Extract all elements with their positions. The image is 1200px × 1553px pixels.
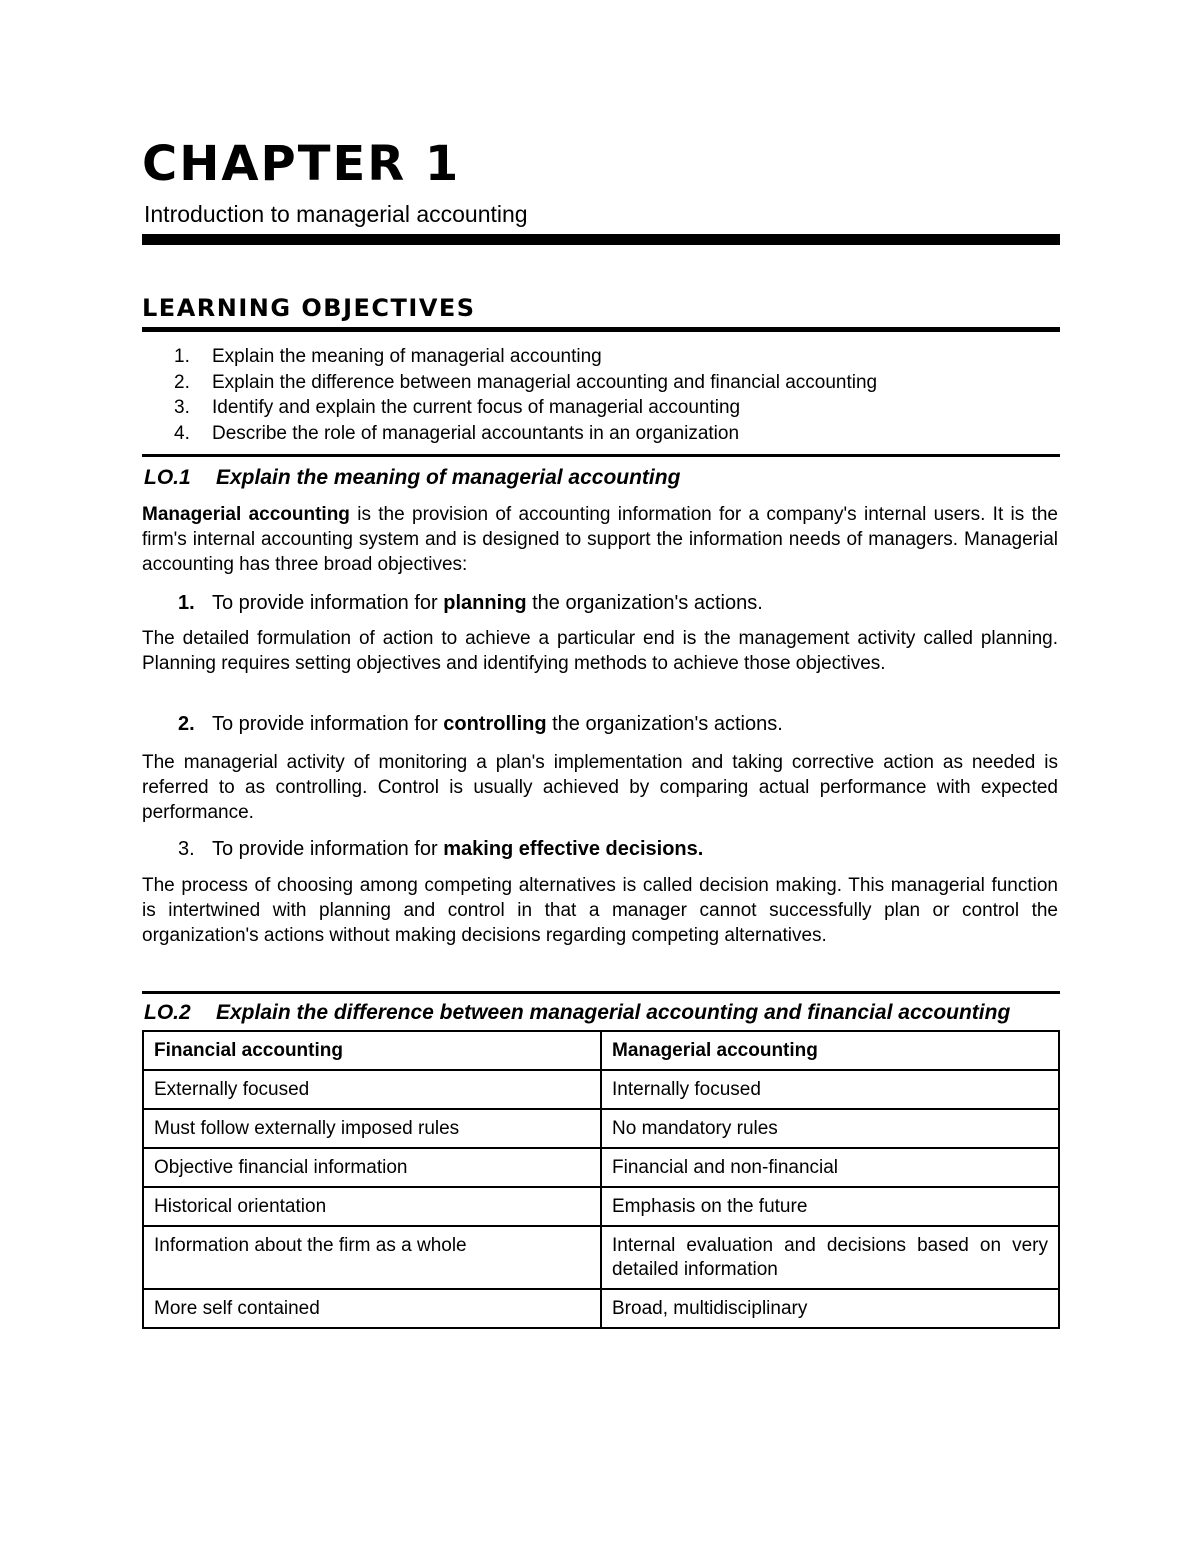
lo2-heading xyxy=(144,1000,1010,1026)
table-cell: Internally focused xyxy=(601,1070,1059,1109)
objective-planning-suffix: the organization's actions. xyxy=(526,592,763,614)
chapter-title: CHAPTER 1 xyxy=(142,136,461,192)
table-cell: Emphasis on the future xyxy=(601,1187,1059,1226)
learning-objective-item xyxy=(142,370,877,396)
table-header-row xyxy=(143,1031,1059,1070)
table-row xyxy=(143,1187,1059,1226)
lo2-title: Explain the difference between managerial accounting and financial accounting xyxy=(216,1001,1011,1024)
table-cell: Financial and non-financial xyxy=(601,1148,1059,1187)
learning-objective-item xyxy=(142,344,877,370)
decisions-description: The process of choosing among competing alternatives is called decision making. This managerial function is intertwined with planning and control in that a manager cannot successfully plan or control the organization's actions without making decisions regarding competing alternatives. xyxy=(142,875,1058,946)
objective-controlling-number: 2. xyxy=(178,713,195,735)
table-cell: Broad, multidisciplinary xyxy=(601,1289,1059,1328)
table-cell: More self contained xyxy=(143,1289,601,1328)
lo1-intro-text: is the provision of accounting information for a company's internal users. It is the firm's internal accounting system and is designed to support the information needs of managers. Managerial accounting has three broad objectives: xyxy=(142,504,1058,575)
objective-text: Explain the meaning of managerial accounting xyxy=(212,346,602,367)
lo2-label: LO.2 xyxy=(144,1001,191,1024)
objective-controlling-keyword: controlling xyxy=(443,713,547,735)
managerial-accounting-term: Managerial accounting xyxy=(142,504,350,525)
table-row xyxy=(143,1289,1059,1328)
objective-planning xyxy=(178,590,763,616)
controlling-description: The managerial activity of monitoring a plan's implementation and taking corrective action as needed is referred to as controlling. Control is usually achieved by comparing actual performance with expected performance. xyxy=(142,752,1058,823)
objective-planning-keyword: planning xyxy=(443,592,527,614)
lo1-title: Explain the meaning of managerial accounting xyxy=(216,466,681,489)
table-cell: Externally focused xyxy=(143,1070,601,1109)
objective-number: 4. xyxy=(174,422,190,444)
table-row xyxy=(143,1148,1059,1187)
objective-decisions-prefix: To provide information for xyxy=(212,838,444,860)
objective-decisions-keyword: making effective decisions. xyxy=(443,838,704,860)
objective-text: Describe the role of managerial accountants in an organization xyxy=(212,422,740,444)
lo1-heading xyxy=(144,465,680,491)
planning-description: The detailed formulation of action to achieve a particular end is the management activity called planning. Planning requires setting objectives and identifying methods to achieve those objectives. xyxy=(142,628,1058,674)
table-cell: Must follow externally imposed rules xyxy=(143,1109,601,1148)
table-row xyxy=(143,1109,1059,1148)
table-cell: Internal evaluation and decisions based on very detailed information xyxy=(601,1226,1059,1289)
comparison-table xyxy=(142,1030,1060,1329)
chapter-divider xyxy=(142,234,1060,245)
learning-objective-item xyxy=(142,395,877,421)
lo2-divider xyxy=(142,991,1060,994)
learning-objective-item xyxy=(142,421,877,447)
learning-objectives-divider xyxy=(142,327,1060,332)
objective-controlling-suffix: the organization's actions. xyxy=(546,713,783,735)
chapter-subtitle: Introduction to managerial accounting xyxy=(144,201,528,227)
lo1-label: LO.1 xyxy=(144,466,191,489)
objective-decisions xyxy=(178,836,703,862)
objective-planning-number: 1. xyxy=(178,592,195,614)
objective-decisions-number: 3. xyxy=(178,838,195,860)
learning-objectives-list xyxy=(142,344,877,446)
table-row xyxy=(143,1070,1059,1109)
objective-text: Explain the difference between managerial accounting and financial accounting xyxy=(212,371,878,393)
objective-controlling-prefix: To provide information for xyxy=(212,713,444,735)
objective-planning-prefix: To provide information for xyxy=(212,592,444,614)
objective-number: 2. xyxy=(174,371,190,393)
objective-number: 3. xyxy=(174,397,190,418)
objective-number: 1. xyxy=(174,346,190,367)
lo1-divider xyxy=(142,454,1060,457)
table-cell: Objective financial information xyxy=(143,1148,601,1187)
table-cell: Information about the firm as a whole xyxy=(143,1226,601,1289)
objective-text: Identify and explain the current focus of managerial accounting xyxy=(212,397,741,418)
table-cell: Historical orientation xyxy=(143,1187,601,1226)
lo1-intro-paragraph xyxy=(142,503,1058,577)
table-row xyxy=(143,1226,1059,1289)
objective-controlling xyxy=(178,711,783,737)
column-header-managerial: Managerial accounting xyxy=(601,1031,1059,1070)
learning-objectives-heading: LEARNING OBJECTIVES xyxy=(142,294,476,322)
column-header-financial: Financial accounting xyxy=(143,1031,601,1070)
table-cell: No mandatory rules xyxy=(601,1109,1059,1148)
